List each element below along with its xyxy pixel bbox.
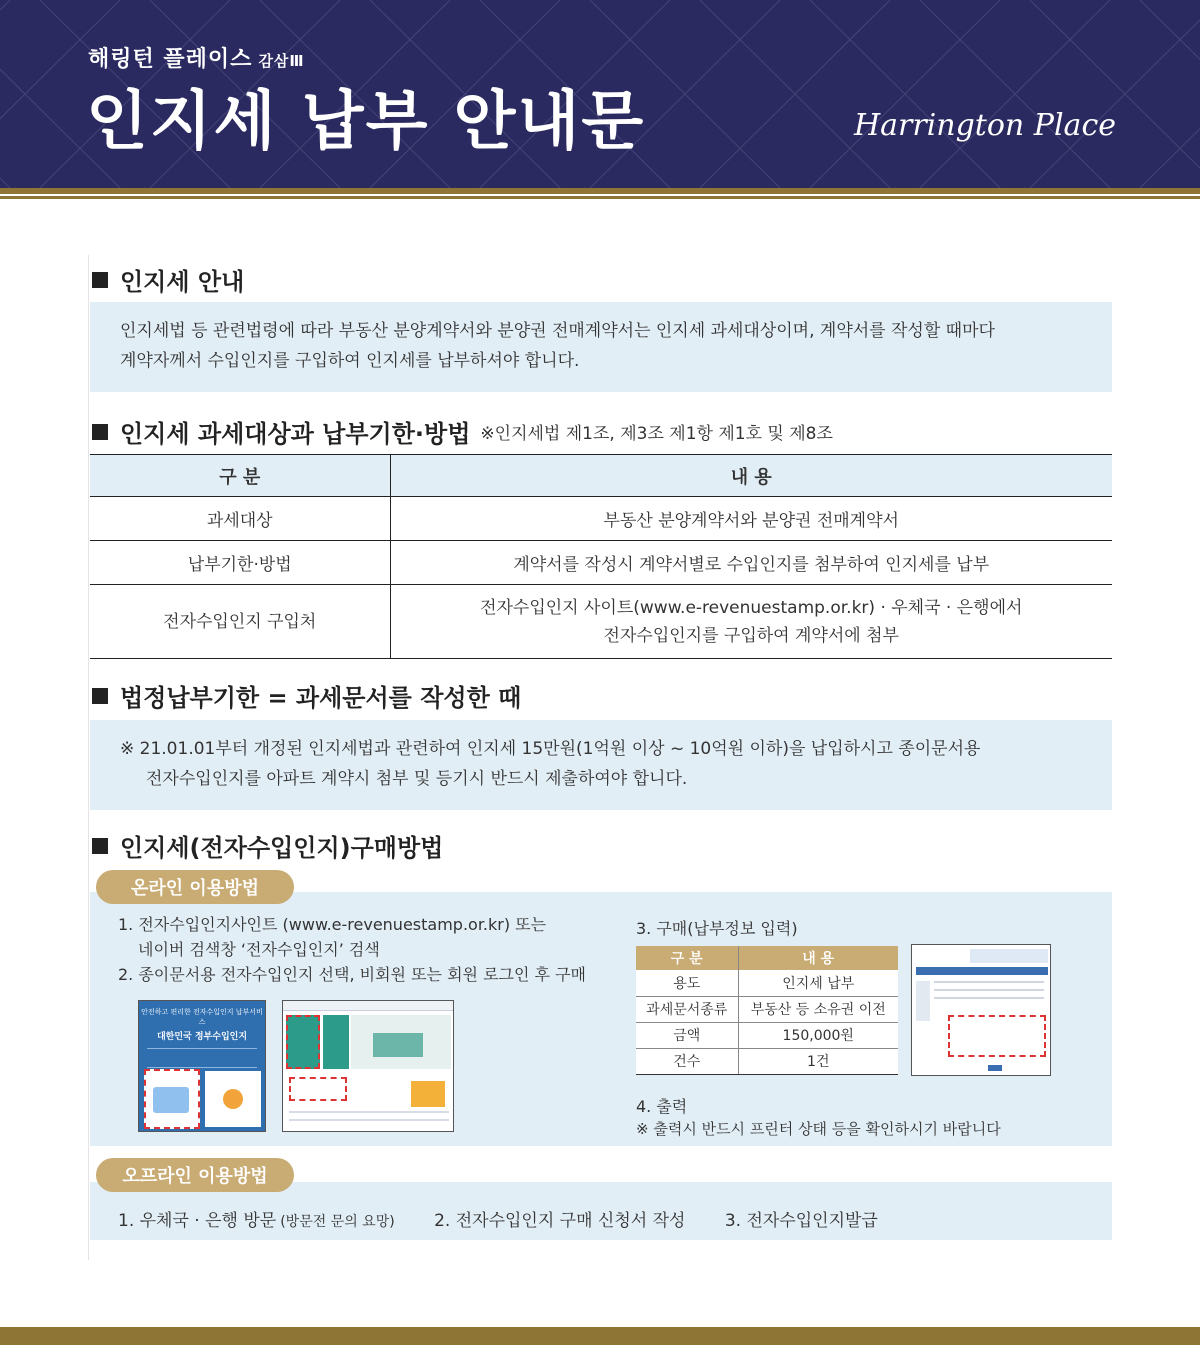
table-row: 금액 150,000원 bbox=[636, 1022, 898, 1048]
step-3-label: 3. 구매(납부정보 입력) bbox=[636, 919, 798, 938]
table-row: 과세문서종류 부동산 등 소유권 이전 bbox=[636, 996, 898, 1022]
online-steps-list: 1. 전자수입인지사인트 (www.e-revenuestamp.or.kr) 또는 네이버 검색창 ‘전자수입인지’ 검색 2. 종이문서용 전자수입인지 선택, 비회원 또는 회원 로그인 후 구매 bbox=[118, 915, 586, 984]
offline-method-pill: 오프라인 이용방법 bbox=[96, 1158, 294, 1192]
header-banner bbox=[0, 0, 1200, 188]
print-note: ※ 출력시 반드시 프린터 상태 등을 확인하시기 바랍니다 bbox=[636, 1120, 1001, 1138]
gold-footer-bar bbox=[0, 1327, 1200, 1345]
table-header-category: 구 분 bbox=[90, 455, 390, 497]
offline-step-3: 3. 전자수입인지발급 bbox=[724, 1211, 878, 1231]
harrington-logo: Harrington Place bbox=[853, 108, 1116, 143]
section-title-legal-deadline: 법정납부기한 = 과세문서를 작성한 때 bbox=[92, 678, 521, 713]
info-line-1: 인지세법 등 관련법령에 따라 부동산 분양계약서와 분양권 전매계약서는 인지세 과세대상이며, 계약서를 작성할 때마다 bbox=[120, 321, 995, 341]
gold-divider-thin bbox=[0, 196, 1200, 199]
offline-step-1: 1. 우체국 · 은행 방문 (방문전 문의 요망) bbox=[118, 1211, 395, 1231]
table-header-content: 내 용 bbox=[390, 455, 1112, 497]
content-border bbox=[88, 255, 89, 1260]
law-reference-note: ※인지세법 제1조, 제3조 제1항 제1호 및 제8조 bbox=[480, 424, 833, 444]
gold-divider bbox=[0, 188, 1200, 194]
table-row: 납부기한·방법 계약서를 작성시 계약서별로 수입인지를 첨부하여 인지세를 납부 bbox=[90, 541, 1112, 585]
table-row: 과세대상 부동산 분양계약서와 분양권 전매계약서 bbox=[90, 497, 1112, 541]
taxable-objects-table bbox=[90, 454, 1112, 659]
page-title: 인지세 납부 안내문 bbox=[86, 85, 646, 159]
square-bullet-icon bbox=[92, 424, 108, 440]
payment-info-table: 구 분 내 용 용도 인지세 납부 과세문서종류 부동산 등 소유권 이전 금액 150,000원 건수 1건 bbox=[636, 946, 898, 1075]
square-bullet-icon bbox=[92, 272, 108, 288]
online-method-pill: 온라인 이용방법 bbox=[96, 870, 294, 904]
legal-deadline-box bbox=[90, 720, 1112, 810]
screenshot-website bbox=[282, 1000, 454, 1132]
section-title-stamp-tax-info: 인지세 안내 bbox=[92, 262, 244, 297]
screenshot-stamp-service: 안전하고 편리한 전자수입인지 납부서비스 대한민국 정부수입인지 bbox=[138, 1000, 266, 1132]
section-title-taxable-objects: 인지세 과세대상과 납부기한·방법 ※인지세법 제1조, 제3조 제1항 제1호 및 제8조 bbox=[92, 414, 833, 449]
square-bullet-icon bbox=[92, 688, 108, 704]
table-row: 건수 1건 bbox=[636, 1048, 898, 1074]
header-subtitle: 해링턴 플레이스 감삼Ⅲ bbox=[88, 47, 305, 72]
deadline-line-1: ※ 21.01.01부터 개정된 인지세법과 관련하여 인지세 15만원(1억원 이상 ~ 10억원 이하)을 납입하시고 종이문서용 bbox=[120, 739, 981, 759]
screenshot-payment-form bbox=[911, 944, 1051, 1076]
stamp-tax-info-box bbox=[90, 302, 1112, 392]
table-row: 용도 인지세 납부 bbox=[636, 970, 898, 996]
table-row: 전자수입인지 구입처 전자수입인지 사이트(www.e-revenuestamp.or.kr) · 우체국 · 은행에서 전자수입인지를 구입하여 계약서에 첨부 bbox=[90, 585, 1112, 659]
section-title-purchase-method: 인지세(전자수입인지)구매방법 bbox=[92, 828, 443, 863]
deadline-line-2: 전자수입인지를 아파트 계약시 첨부 및 등기시 반드시 제출하여야 합니다. bbox=[146, 769, 688, 789]
square-bullet-icon bbox=[92, 838, 108, 854]
offline-steps bbox=[118, 1206, 912, 1231]
step-4-label: 4. 출력 bbox=[636, 1097, 688, 1116]
info-line-2: 계약자께서 수입인지를 구입하여 인지세를 납부하셔야 합니다. bbox=[120, 351, 580, 371]
offline-step-2: 2. 전자수입인지 구매 신청서 작성 bbox=[434, 1211, 686, 1231]
